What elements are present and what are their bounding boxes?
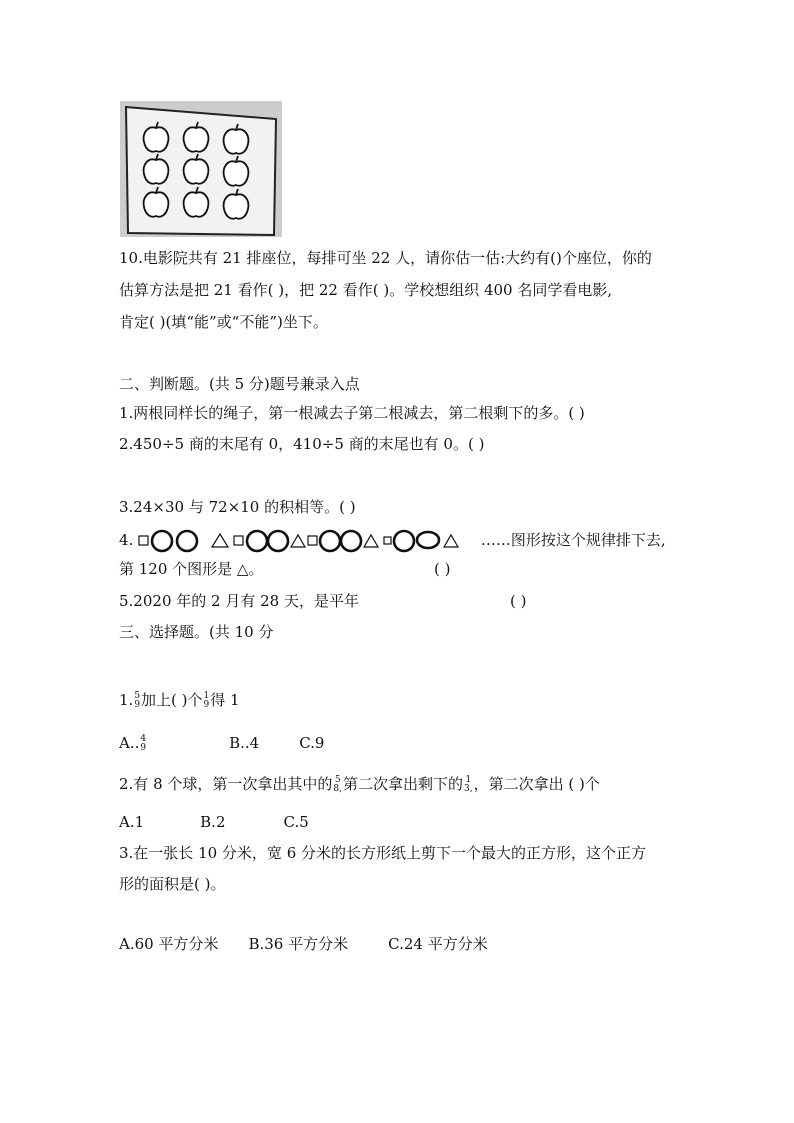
s3-q3-options (119, 934, 488, 954)
s3-q2-options (119, 812, 309, 832)
s2-q5-blank: ( ) (510, 592, 527, 610)
s2-q4-blank: ( ) (434, 560, 451, 578)
s3-q2-prefix: 2.有 8 个球，第一次拿出其中的 (119, 775, 333, 793)
s2-q2: 2.450÷5 商的末尾有 0，410÷5 商的末尾也有 0。( ) (119, 435, 485, 453)
q10-line2: 估算方法是把 21 看作( )，把 22 看作( )。学校想组织 400 名同学看电影, (119, 281, 613, 299)
s3-q1-option-c: C.9 (299, 734, 325, 752)
s3-q2-middle: 第二次拿出剩下的 (343, 775, 464, 793)
s3-q1-option-a: A.. 4 9 (119, 734, 147, 753)
s3-q2-option-a: A.1 (119, 813, 145, 831)
s3-q3-option-a: A.60 平方分米 (119, 935, 219, 953)
shape-sequence-icon (138, 529, 476, 553)
section3-heading: 三、选择题。(共 10 分 (119, 623, 274, 641)
s3-q1-fraction2: 1 9 (203, 691, 210, 710)
s2-q5: 5.2020 年的 2 月有 28 天，是平年 (119, 592, 359, 610)
s2-q4-suffix: ……图形按这个规律排下去, (480, 531, 666, 549)
s2-q1: 1.两根同样长的绳子，第一根减去子第二根减去，第二根剩下的多。( ) (119, 404, 585, 422)
q10-line3: 肯定( )(填“能”或“不能”)坐下。 (119, 313, 328, 331)
apples-photo (120, 101, 282, 237)
s3-q3-line2: 形的面积是( )。 (119, 875, 226, 893)
s2-q4-line2: 第 120 个图形是 △。 (119, 560, 264, 578)
s3-q1-middle: 加上( )个 (141, 691, 203, 709)
s3-q2-option-c: C.5 (283, 813, 309, 831)
s3-q1-prefix: 1. (119, 691, 134, 709)
s3-q2-suffix: ，第二次拿出 ( )个 (473, 775, 600, 793)
s2-q3: 3.24×30 与 72×10 的积相等。( ) (119, 498, 356, 516)
s3-q1-suffix: 得 1 (210, 691, 240, 709)
section2-heading: 二、判断题。(共 5 分)题号兼录入点 (119, 375, 360, 393)
s3-q3-option-b: B.36 平方分米 (248, 935, 349, 953)
s3-q1-fraction1: 5 9 (134, 691, 141, 710)
s3-q3-option-c: C.24 平方分米 (388, 935, 488, 953)
s3-q1 (119, 688, 240, 712)
s3-q2-fraction2: 1 3, (464, 775, 473, 794)
s3-q3-line1: 3.在一张长 10 分米，宽 6 分米的长方形纸上剪下一个最大的正方形，这个正方 (119, 844, 647, 862)
s2-q4-line1 (119, 528, 666, 553)
s3-q1-options (119, 731, 324, 755)
s3-q1-option-b: B..4 (229, 734, 260, 752)
s3-q2 (119, 772, 600, 796)
s3-q2-fraction1: 5 8, (333, 775, 342, 794)
q10-line1: 10.电影院共有 21 排座位，每排可坐 22 人，请你估一估:大约有()个座位，你的 (119, 249, 652, 267)
apples-icon (120, 101, 282, 237)
s3-q2-option-b: B.2 (200, 813, 226, 831)
s2-q4-prefix: 4. (119, 531, 134, 549)
